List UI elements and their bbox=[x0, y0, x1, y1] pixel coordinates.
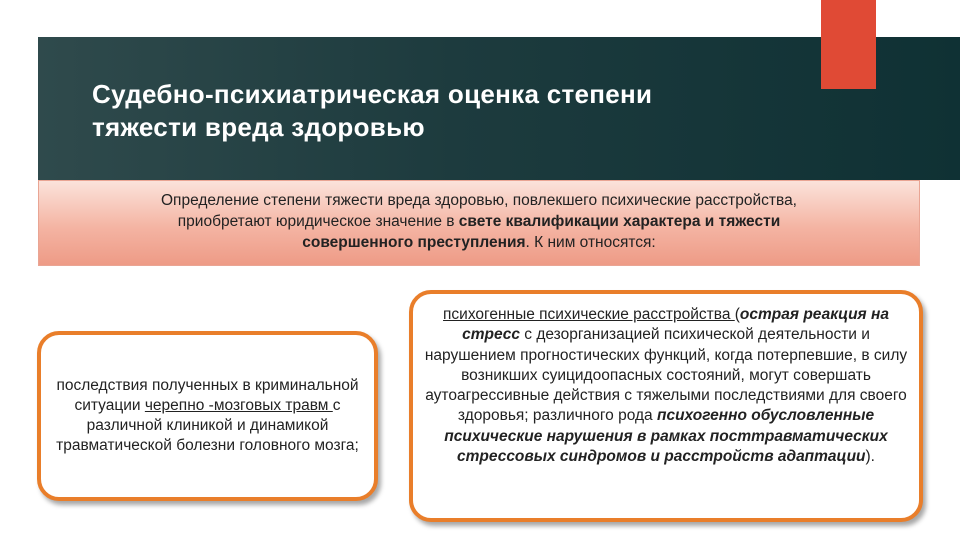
slide-title-line-2: тяжести вреда здоровью bbox=[92, 112, 425, 142]
card-right-bold-1: острая реакция на стресс bbox=[462, 306, 889, 344]
definition-box bbox=[38, 180, 920, 266]
slide-title bbox=[92, 78, 772, 144]
definition-line-2: приобретают юридическое значение в bbox=[177, 213, 459, 230]
card-right-bold-2: психогенно обусловленные психические нарушения в рамках посттравматических стрессовых синдромов и расстройств адаптации bbox=[444, 407, 888, 466]
slide-title-line-1: Судебно-психиатрическая оценка степени bbox=[92, 79, 653, 109]
card-brain-injury-text bbox=[55, 376, 360, 456]
definition-bold-1: свете квалификации характера и тяжести bbox=[458, 213, 781, 230]
card-right-text-1: с дезорганизацией психической деятельности и нарушением прогностических функций, когда потерпевшие, в силу возникших суицидоопасных состояний, могут совершать аутоагрессивные действия с тяжелыми последствиями для своего здоровья; различного рода bbox=[424, 326, 908, 425]
definition-bold-2: совершенного преступления bbox=[302, 234, 526, 251]
card-brain-injury bbox=[37, 331, 378, 501]
card-right-underlined: психогенные психические расстройства bbox=[443, 306, 735, 323]
definition-line-1: Определение степени тяжести вреда здоровью, повлекшего психические расстройства, bbox=[161, 192, 797, 209]
card-left-text-1: последствия полученных в криминальной ситуации bbox=[56, 377, 359, 414]
card-left-text-2: с различной клиникой и динамикой травматической болезни головного мозга; bbox=[56, 397, 359, 454]
card-psychogenic-disorders bbox=[409, 290, 923, 522]
card-right-text-2: ). bbox=[865, 448, 875, 466]
definition-tail: . К ним относятся: bbox=[525, 234, 656, 251]
card-right-paren-open: ( bbox=[734, 306, 740, 323]
card-left-underlined: черепно -мозговых травм bbox=[144, 397, 333, 414]
accent-bar bbox=[821, 0, 876, 89]
